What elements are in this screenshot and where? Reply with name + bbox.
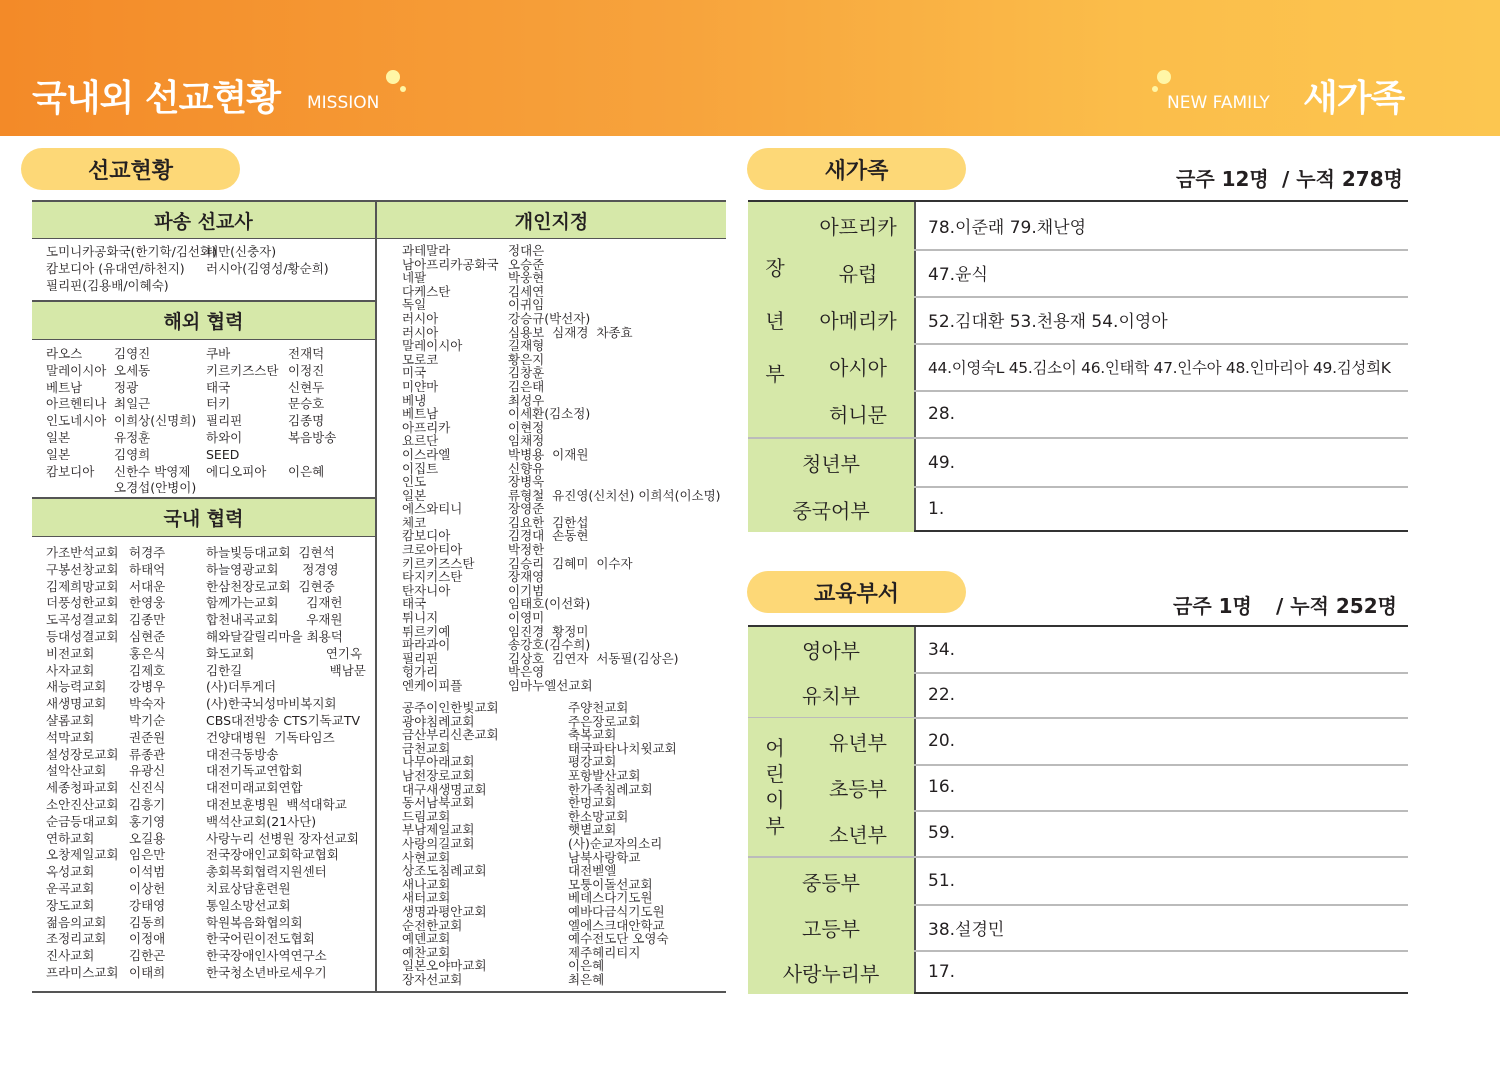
row-value-juniors: 59. (928, 823, 956, 843)
supporting-church-list-2: 주양천교회 주은장로교회 축복교회 태국파타나치윗교회 평강교회 포항발산교회 한가족침례교회 한멍교회 한소망교회 햇볕교회 (사)순교자의소리 남북사랑학교 대전벧엘 모퉁이돌선교회 베데스다기도원 예바다금식기도원 엘에스크대안학교 예수전도단 오영숙 제주헤리티지 이은혜 최은혜 (568, 700, 677, 987)
row-label-asia: 아시아 (802, 343, 914, 390)
mission-page-title: 국내외 선교현황 (32, 78, 280, 119)
row-value-kindergarten: 22. (928, 684, 956, 705)
row-label-youth: 청년부 (748, 439, 914, 486)
sent-missionaries-header: 파송 선교사 (32, 202, 375, 239)
overseas-name-list-2: 전재덕 이정진 신현두 문승호 김종명 복음방송 이은혜 (288, 346, 337, 479)
row-divider (914, 390, 1408, 392)
column-divider (375, 202, 377, 991)
new-family-week-count: 금주 12명 (1176, 167, 1269, 191)
overseas-country-list: 라오스 말레이시아 베트남 아르헨티나 인도네시아 일본 일본 캄보디아 (46, 346, 107, 479)
row-value-honeymoon: 28. (928, 403, 956, 424)
supporting-church-list: 공주이인한빛교회 광야침례교회 금산부리신촌교회 금천교회 나무아래교회 남전장로교회 대구새생명교회 동서남북교회 드림교회 부남제일교회 사랑의길교회 사현교회 상조도침례교회 새나교회 새터교회 생명과평안교회 순전한교회 예덴교회 예찬교회 일본오야마교회 장자선교회 (402, 700, 499, 987)
row-label-chinese: 중국어부 (748, 486, 914, 532)
domestic-organization-list: 하늘빛등대교회 김현석 하늘영광교회 정경영 한삼천장로교회 김현중 함께가는교회 김재헌 합천내곡교회 우재원 해와달갈릴리마을 최용덕 화도교회 연기옥 김한길 백남문 (사)더투게더 (사)한국뇌성마비복지회 CBS대전방송 CTS기독교TV 건양대병원 기독타임즈 대전극동방송 대전기독교연합회 대전미래교회연합 대전보훈병원 백석대학교 백석산교회(21사단) 사랑누리 선병원 장자선교회 전국장애인교회학교협회 총회목회협력지원센터 치료상담훈련원 통일소망선교회 학원복음화협의회 한국어린이전도협회 한국장애인사역연구소 한국청소년바로세우기 (206, 545, 366, 980)
group-label-char: 이 (765, 788, 785, 812)
row-label-honeymoon: 허니문 (802, 390, 914, 437)
decorative-dot-icon (1157, 70, 1171, 84)
row-label-juniors: 소년부 (802, 810, 914, 856)
group-label-char: 어 (765, 736, 785, 760)
row-label-america: 아메리카 (802, 296, 914, 343)
decorative-dot-icon (1152, 86, 1158, 92)
page-header (0, 0, 1500, 136)
domestic-pastor-list: 허경주 하태억 서대운 한영웅 김종만 심현준 홍은식 김제호 강병우 박숙자 박기순 권준원 류종관 유광신 신진식 김흥기 홍기영 오길용 임은만 이석범 이상헌 강태영 김동희 이정애 김한곤 이태희 (129, 545, 166, 980)
domestic-cooperation-header: 국내 협력 (32, 497, 375, 537)
new-family-subtitle: NEW FAMILY (1167, 93, 1270, 113)
education-table (748, 625, 1408, 994)
row-label-middle-school: 중등부 (748, 858, 914, 904)
education-total-count: / 누적 252명 (1276, 594, 1397, 618)
sent-missionaries-list: 도미니카공화국(한기학/김선화) 캄보디아 (유대연/하천지) 필리핀(김용배/이혜숙) (46, 244, 217, 293)
personal-country-list: 과테말라 남아프리카공화국 네팔 다케스탄 독일 러시아 러시아 말레이시아 모로코 미국 미얀마 베냉 베트남 아프리카 요르단 이스라엘 이집트 인도 일본 에스와티니 체코 캄보디아 크로아티아 키르키즈스탄 타지키스탄 탄자니아 태국 튀니지 튀르키예 파라과이 필리핀 헝가리 엔케이피플 (402, 243, 499, 693)
decorative-dot-icon (386, 70, 400, 84)
row-divider (914, 810, 1408, 812)
row-label-high-school: 고등부 (748, 904, 914, 950)
overseas-country-list-2: 쿠바 키르키즈스탄 태국 터키 필리핀 하와이 SEED 에디오피아 (206, 346, 279, 479)
label-value-divider (914, 202, 916, 530)
group-label-char: 년 (765, 309, 785, 333)
group-label-char: 린 (765, 762, 785, 786)
new-family-table (748, 200, 1408, 532)
row-value-youth: 49. (928, 452, 956, 473)
row-value-elementary-young: 20. (928, 731, 956, 751)
row-label-elementary: 초등부 (802, 764, 914, 810)
mission-table (32, 200, 726, 993)
row-value-africa: 78.이준래 79.채난영 (928, 218, 1087, 238)
row-divider (914, 249, 1408, 251)
row-value-asia: 44.이영숙L 45.김소이 46.인태학 47.인수아 48.인마리아 49.김성희K (928, 358, 1391, 377)
personal-designation-header: 개인지정 (377, 202, 726, 239)
new-family-page-title: 새가족 (1303, 78, 1405, 119)
new-family-pill: 새가족 (747, 148, 966, 190)
group-label-char: 장 (765, 256, 785, 280)
row-value-sarangnuri: 17. (928, 962, 956, 982)
row-value-middle-school: 51. (928, 871, 956, 891)
education-pill: 교육부서 (747, 571, 966, 613)
row-label-sarangnuri: 사랑누리부 (748, 950, 914, 994)
row-value-america: 52.김대환 53.천용재 54.이영아 (928, 312, 1168, 332)
row-value-europe: 47.윤식 (928, 265, 988, 285)
group-label-char: 부 (765, 814, 785, 838)
domestic-church-list: 가조반석교회 구봉선창교회 김제희망교회 더풍성한교회 도곡성결교회 등대성결교회 비전교회 사자교회 새능력교회 새생명교회 샬롬교회 석막교회 설성장로교회 설악산교회 세종청파교회 소안진산교회 순금등대교회 연하교회 오창제일교회 옥성교회 운곡교회 장도교회 젊음의교회 조정리교회 진사교회 프라미스교회 (46, 545, 119, 980)
row-label-africa: 아프리카 (802, 202, 914, 249)
row-divider (914, 764, 1408, 766)
education-week-count: 금주 1명 (1173, 594, 1252, 618)
sent-missionaries-list-2: 대만(신충자) 러시아(김영성/황순희) (206, 244, 329, 276)
overseas-cooperation-header: 해외 협력 (32, 300, 375, 340)
overseas-name-list: 김영진 오세동 정광 최일근 이희상(신명희) 유정훈 김영희 신한수 박영제 오경섭(안병이) (114, 346, 197, 496)
row-value-elementary: 16. (928, 777, 956, 797)
new-family-total-count: / 누적 278명 (1282, 167, 1403, 191)
young-adult-group-label (748, 202, 802, 437)
row-value-high-school: 38.설경민 (928, 919, 1005, 940)
row-label-kindergarten: 유치부 (748, 672, 914, 717)
personal-missionary-list: 정대은 오승준 박웅현 김세연 이귀임 강승규(박선자) 심용보 심재경 차종효 길재형 황은지 김창훈 김은태 최성우 이세환(김소정) 이현정 임채정 박병용 이재원 신향유 장병욱 류형철 유진영(신치선) 이희석(이소명) 장영준 김요한 김한섭 김경대 손동현 박정한 김승리 김혜미 이수자 장재영 이기범 임태호(이선화) 이영미 임진경 황정미 송강호(김수희) 김상호 김연자 서동필(김상은) 박은영 임마누엘선교회 (508, 243, 721, 693)
mission-subtitle: MISSION (307, 93, 380, 113)
group-label-char: 부 (765, 362, 785, 386)
row-value-infant: 34. (928, 639, 956, 660)
decorative-dot-icon (400, 86, 406, 92)
mission-status-pill: 선교현황 (21, 148, 240, 190)
row-label-elementary-young: 유년부 (802, 718, 914, 764)
row-label-infant: 영아부 (748, 627, 914, 672)
row-label-europe: 유럽 (802, 249, 914, 296)
row-value-chinese: 1. (928, 499, 945, 519)
children-group-label (748, 718, 802, 856)
